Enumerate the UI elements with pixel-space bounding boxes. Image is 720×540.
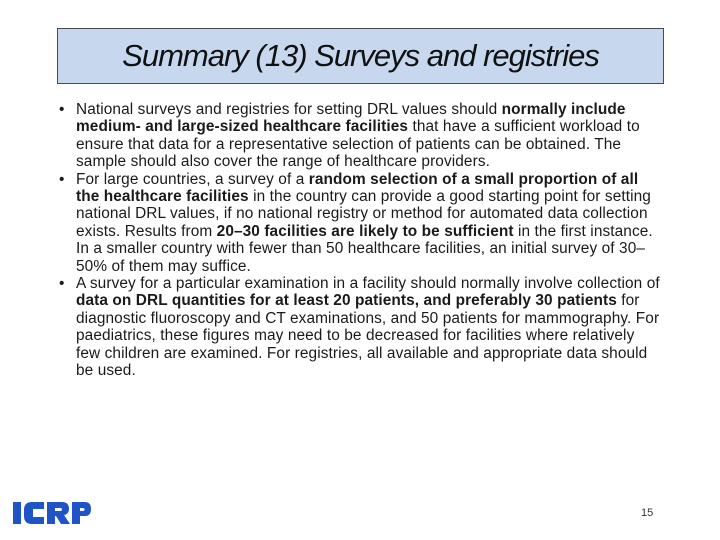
bullet-item xyxy=(58,275,662,379)
page-number: 15 xyxy=(641,507,654,519)
slide-title: Summary (13) Surveys and registries xyxy=(122,38,599,73)
bullet-text-bold: normally include medium- and large-sized healthcare facilities xyxy=(76,101,626,136)
title-box xyxy=(57,28,664,84)
bullet-text: that have a sufficient workload to ensure that data for a representative selection of patients can be obtained. The sample should also cover the range of healthcare providers. xyxy=(76,118,640,171)
bullet-text: in the country can provide a good starting point for setting national DRL values, if no national registry or method for automated data collection exists. Results from xyxy=(76,188,651,240)
logo-letter-c xyxy=(24,502,44,524)
bullet-item xyxy=(58,101,662,171)
logo-letter-r xyxy=(47,502,70,524)
bullet-text-bold: 20–30 facilities are likely to be sufficient xyxy=(216,222,514,240)
bullet-text: for diagnostic fluoroscopy and CT examinations, and 50 patients for mammography. For paediatrics, these figures may need to be decreased for facilities where relatively few children are examined. For registries, all available and appropriate data should be used. xyxy=(76,292,660,380)
bullet-text: For large countries, a survey of a xyxy=(76,170,309,188)
bullet-dot-icon: • xyxy=(59,101,65,118)
bullet-list xyxy=(58,101,662,380)
bullet-text-bold: data on DRL quantities for at least 20 patients, and preferably 30 patients xyxy=(76,292,617,310)
bullet-item xyxy=(58,171,662,275)
bullet-dot-icon: • xyxy=(59,170,65,188)
bullet-text: in the first instance. In a smaller country with fewer than 50 healthcare facilities, an initial survey of 30–50% of them may suffice. xyxy=(76,222,653,275)
logo-letter-p xyxy=(72,502,91,524)
bullet-text-bold: random selection of a small proportion of all the healthcare facilities xyxy=(76,170,639,206)
icrp-logo xyxy=(12,500,92,526)
bullet-text: A survey for a particular examination in a facility should normally involve collection of xyxy=(76,275,660,293)
bullet-text: National surveys and registries for setting DRL values should xyxy=(76,101,502,118)
logo-letter-i xyxy=(13,502,21,524)
bullet-dot-icon: • xyxy=(59,275,65,293)
